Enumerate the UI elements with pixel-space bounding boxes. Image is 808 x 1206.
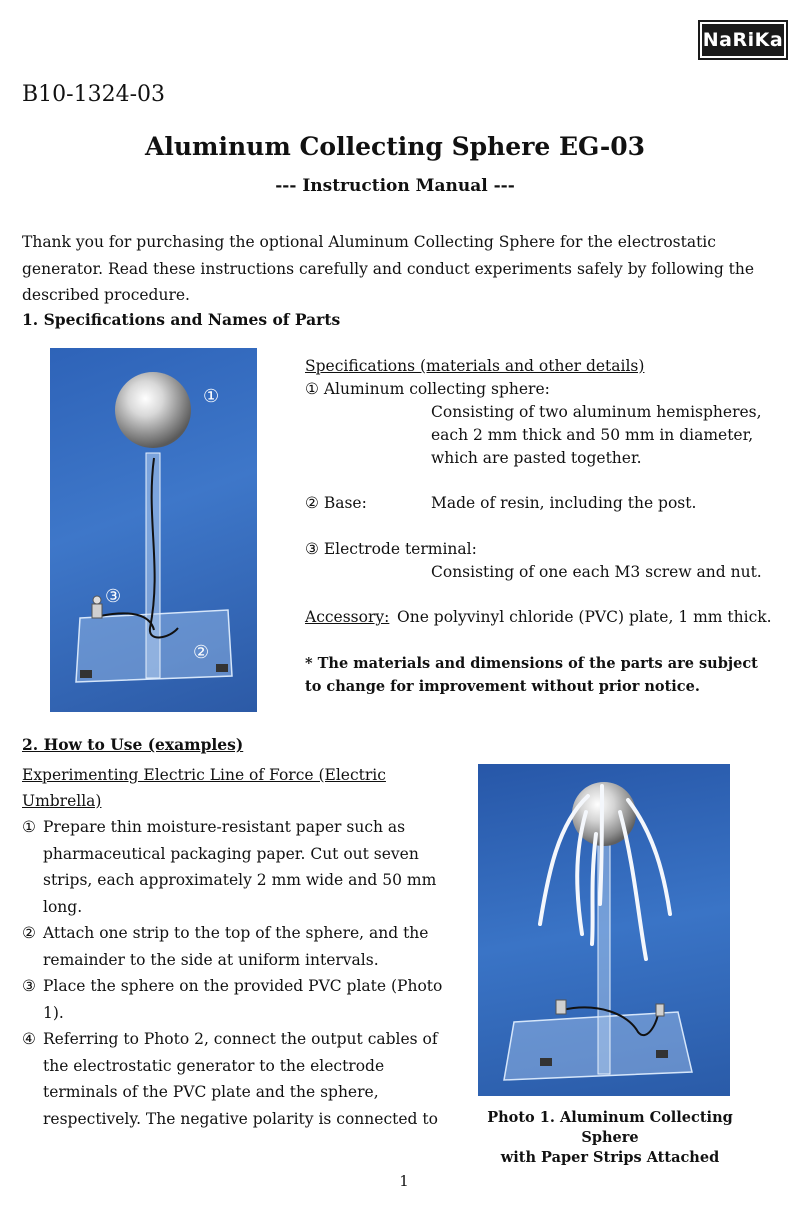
page-subtitle: --- Instruction Manual --- <box>275 176 515 196</box>
document-number: B10-1324-03 <box>22 82 166 107</box>
list-item <box>22 1026 447 1132</box>
label-part-1: ① <box>203 386 220 407</box>
step-number: ① <box>22 818 36 836</box>
label-part-2: ② <box>193 642 210 663</box>
part3-label: ③ Electrode terminal: <box>305 540 477 558</box>
part2-desc: Made of resin, including the post. <box>431 494 697 512</box>
list-item <box>22 920 447 973</box>
accessory-label: Accessory: <box>305 608 390 626</box>
step-text: Prepare thin moisture-resistant paper such as pharmaceutical packaging paper. Cut out seven strips, each approximately 2 mm wide and 50 mm long. <box>43 818 437 916</box>
photo-caption-line1: Photo 1. Aluminum Collecting Sphere <box>487 1109 733 1146</box>
section2-heading: 2. How to Use (examples) <box>22 735 244 754</box>
step-number: ② <box>22 924 36 942</box>
step-text: Place the sphere on the provided PVC plate (Photo 1). <box>43 977 443 1022</box>
part1-desc-line1: Consisting of two aluminum hemispheres, <box>431 403 762 421</box>
spec-heading: Specifications (materials and other details) <box>305 357 645 375</box>
part1-desc-line3: which are pasted together. <box>431 449 642 467</box>
section2-subheading: Experimenting Electric Line of Force (Electric Umbrella) <box>22 766 386 810</box>
step-text: Referring to Photo 2, connect the output cables of the electrostatic generator to the electrode terminals of the PVC plate and the sphere, respectively. The negative polarity is connected to <box>43 1030 438 1128</box>
electric-umbrella-illustration <box>478 764 730 1096</box>
section1-heading: 1. Specifications and Names of Parts <box>22 310 341 329</box>
specification-note: * The materials and dimensions of the parts are subject to change for improvement without prior notice. <box>305 655 758 695</box>
page-title: Aluminum Collecting Sphere EG-03 <box>144 132 646 161</box>
photo-caption-line2: with Paper Strips Attached <box>500 1149 720 1166</box>
page-number: 1 <box>399 1172 409 1190</box>
procedure-steps <box>22 814 447 1132</box>
photo-caption <box>460 1108 760 1168</box>
part3-desc: Consisting of one each M3 screw and nut. <box>431 563 762 581</box>
list-item <box>22 973 447 1026</box>
sphere-parts-photo <box>50 348 257 712</box>
intro-paragraph: Thank you for purchasing the optional Aluminum Collecting Sphere for the electrostatic generator. Read these instructions carefully and conduct experiments safely by following the described procedure. <box>22 233 755 304</box>
part2-label: ② Base: <box>305 494 367 512</box>
part1-desc-line2: each 2 mm thick and 50 mm in diameter, <box>431 426 754 444</box>
step-number: ④ <box>22 1030 36 1048</box>
label-part-3: ③ <box>105 586 122 607</box>
step-text: Attach one strip to the top of the sphere, and the remainder to the side at uniform intervals. <box>43 924 429 969</box>
step-number: ③ <box>22 977 36 995</box>
narika-logo: NaRiKa <box>698 20 788 60</box>
sphere-parts-illustration <box>50 348 257 712</box>
list-item <box>22 814 447 920</box>
part1-label: ① Aluminum collecting sphere: <box>305 380 550 398</box>
accessory-desc: One polyvinyl chloride (PVC) plate, 1 mm thick. <box>397 608 772 626</box>
paper-strips-photo <box>478 764 730 1096</box>
